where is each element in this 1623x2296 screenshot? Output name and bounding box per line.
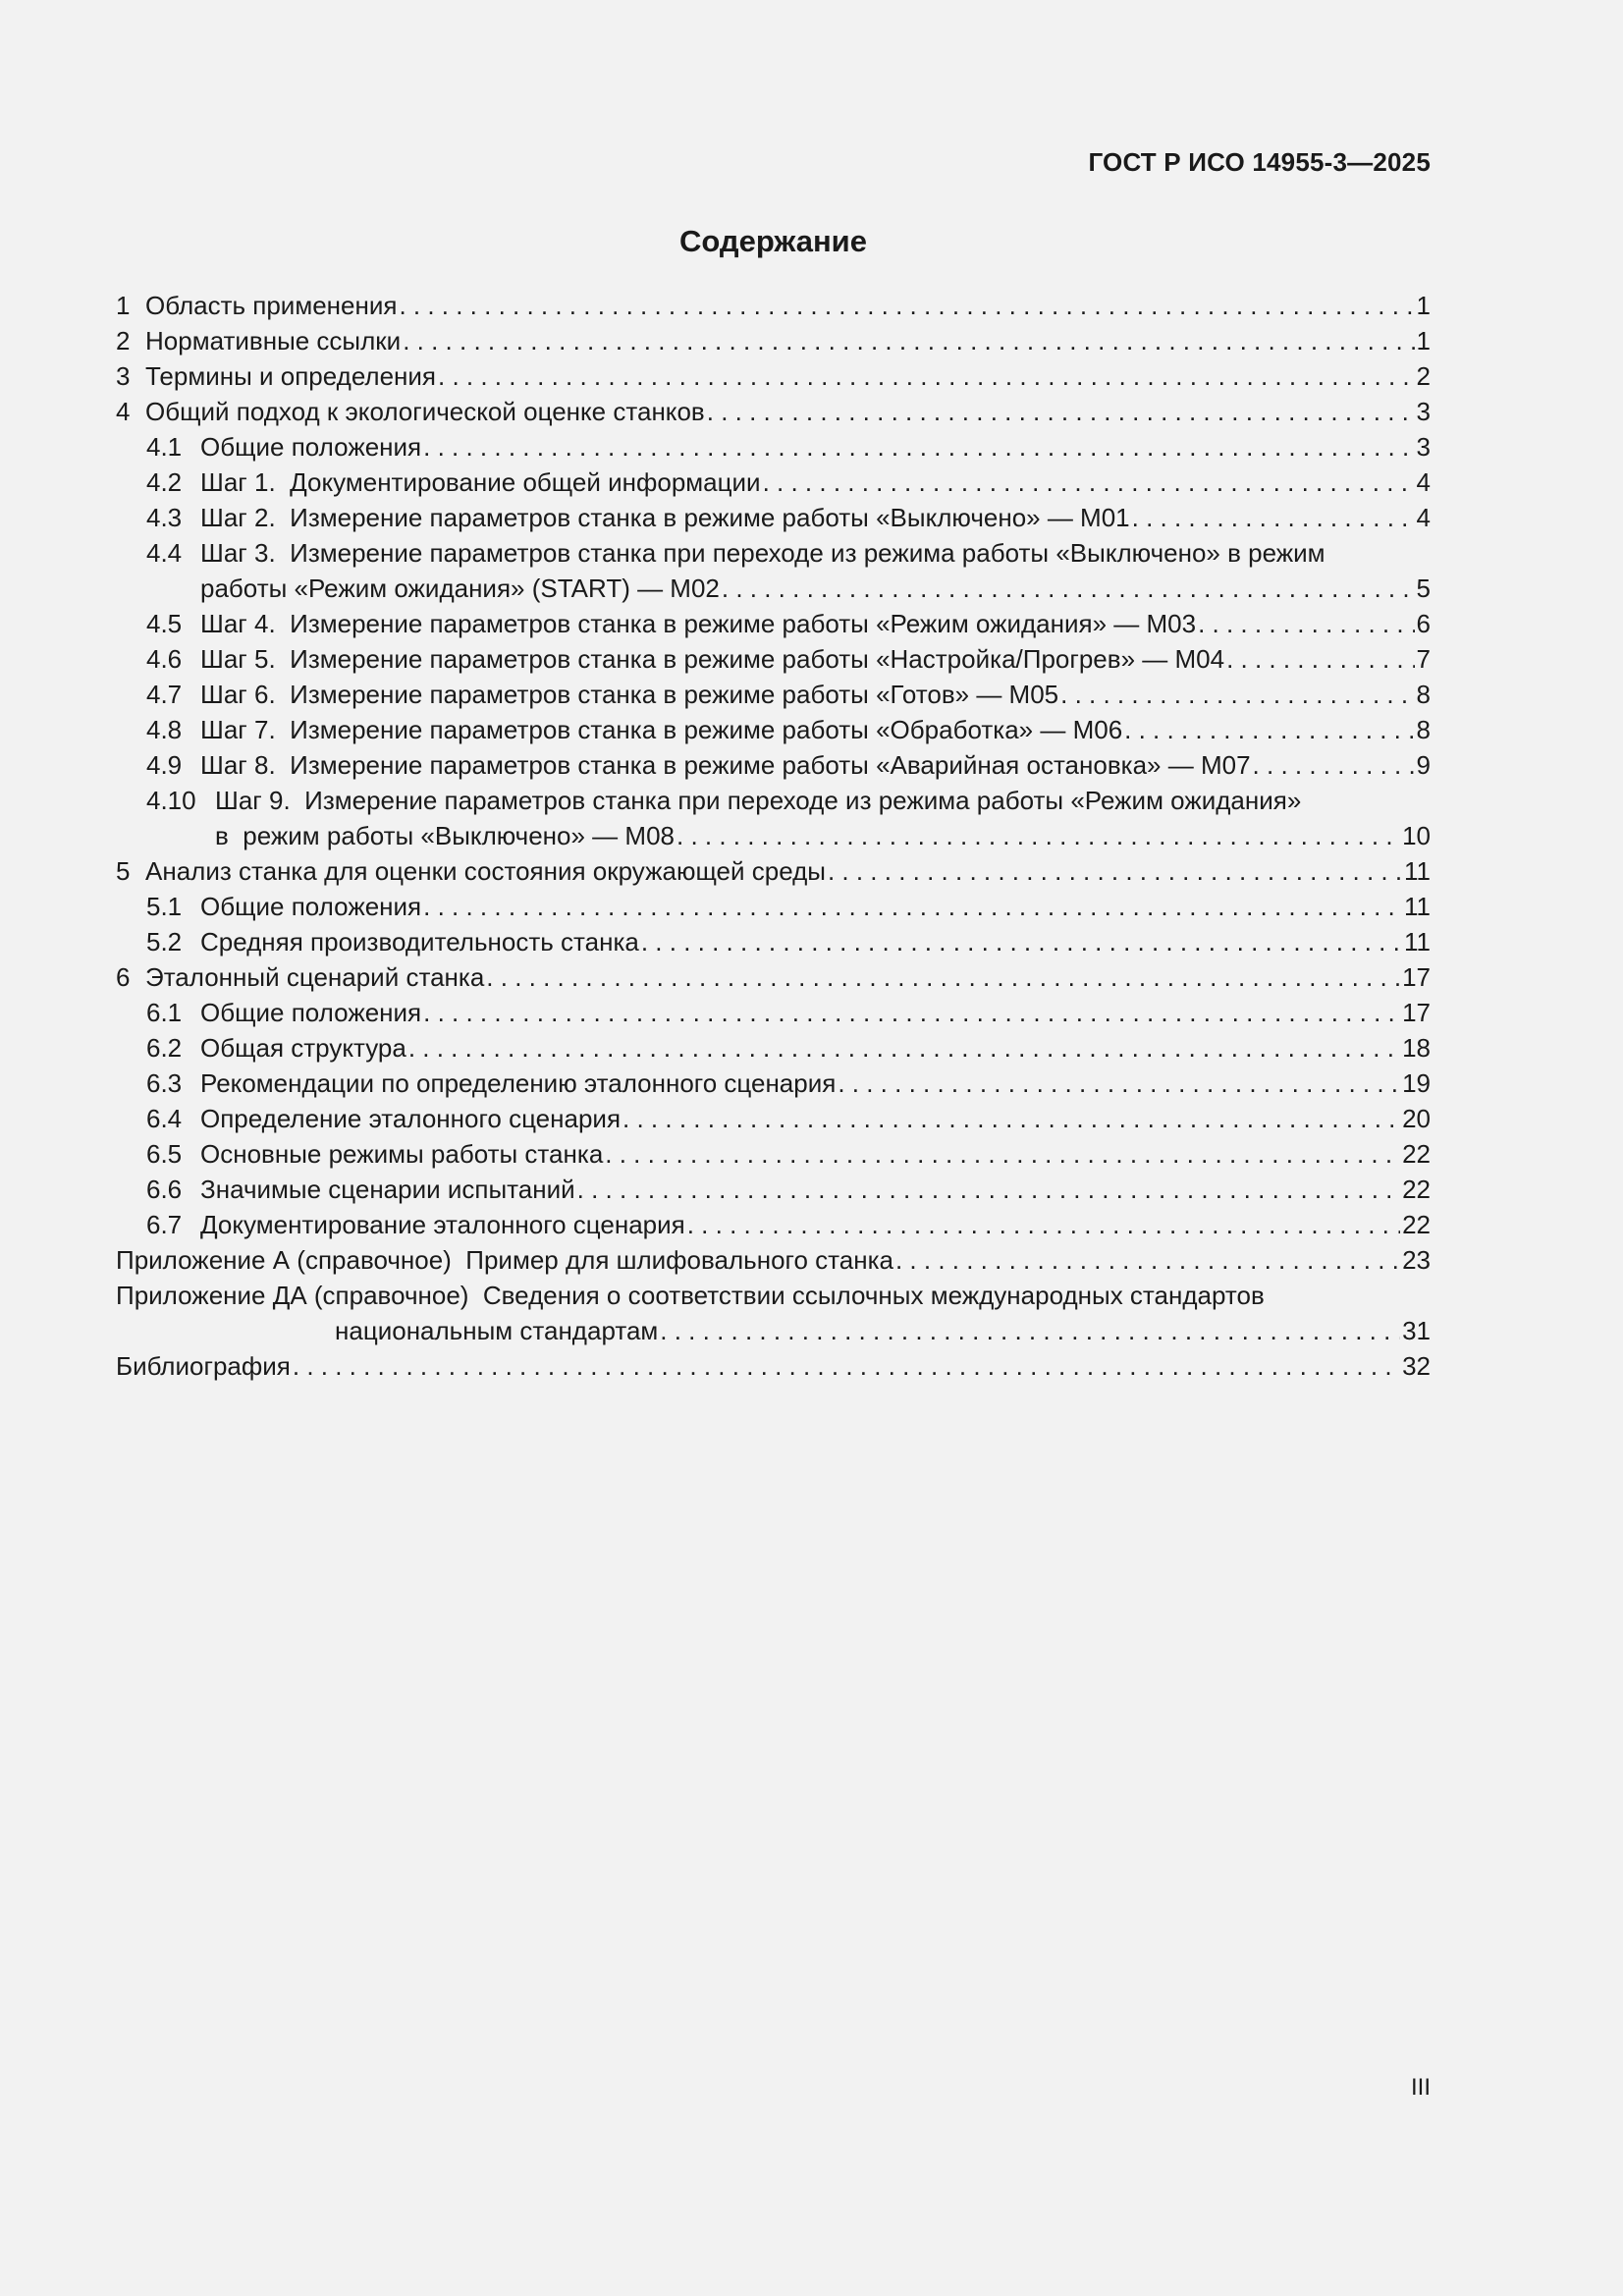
dot-leader	[676, 818, 1400, 853]
toc-entry[interactable]	[116, 747, 1431, 783]
toc-entry-number: 2	[116, 326, 131, 355]
dot-leader	[399, 288, 1414, 323]
toc-entry-text: Документирование эталонного сценария	[200, 1210, 685, 1239]
toc-entry[interactable]	[116, 606, 1431, 641]
dot-leader	[577, 1172, 1400, 1207]
toc-entry-text: Шаг 7. Измерение параметров станка в режиме работы «Обработка» — М06	[200, 715, 1123, 744]
toc-entry[interactable]	[116, 1101, 1431, 1136]
toc-entry-text: Шаг 2. Измерение параметров станка в режиме работы «Выключено» — М01	[200, 503, 1130, 532]
dot-leader	[438, 358, 1415, 394]
toc-entry[interactable]	[116, 995, 1431, 1030]
toc-entry[interactable]	[116, 358, 1431, 394]
toc-entry-text: Эталонный сценарий станка	[145, 962, 485, 992]
toc-entry-page: 17	[1402, 998, 1431, 1027]
dot-leader	[1198, 606, 1414, 641]
toc-entry-number: 4.3	[146, 503, 183, 532]
dot-leader	[423, 889, 1402, 924]
dot-leader	[1060, 677, 1414, 712]
toc-entry-text: Библиография	[116, 1351, 291, 1381]
toc-entry[interactable]	[116, 1278, 1431, 1313]
toc-entry-number: 3	[116, 361, 131, 391]
toc-entry-text: Шаг 3. Измерение параметров станка при переходе из режима работы «Выключено» в режим	[200, 538, 1325, 568]
toc-entry[interactable]	[116, 783, 1431, 818]
toc-entry-text: Нормативные ссылки	[145, 326, 402, 355]
toc-entry[interactable]	[116, 429, 1431, 465]
toc-entry-number: 5.1	[146, 892, 183, 921]
toc-entry-page: 32	[1402, 1351, 1431, 1381]
toc-entry-text: Шаг 1. Документирование общей информации	[200, 467, 761, 497]
toc-entry[interactable]	[116, 535, 1431, 571]
toc-entry-page: 11	[1404, 927, 1431, 957]
dot-leader	[605, 1136, 1400, 1172]
toc-entry-text: национальным стандартам	[335, 1316, 659, 1345]
toc-entry-text: Общая структура	[200, 1033, 406, 1063]
toc-entry-number: 4.7	[146, 680, 183, 709]
toc-entry-text: Рекомендации по определению эталонного сценария	[200, 1068, 837, 1098]
toc-entry[interactable]	[116, 1066, 1431, 1101]
toc-entry-text: Значимые сценарии испытаний	[200, 1175, 575, 1204]
toc-entry[interactable]	[116, 1030, 1431, 1066]
toc-entry-page: 1	[1416, 291, 1431, 320]
toc-entry-number: 4.9	[146, 750, 183, 780]
dot-leader	[403, 323, 1414, 358]
toc-entry-text: Определение эталонного сценария	[200, 1104, 622, 1133]
toc-entry-page: 3	[1416, 432, 1431, 462]
toc-entry-page: 22	[1402, 1175, 1431, 1204]
toc-entry-text: Общие положения	[200, 892, 422, 921]
toc-entry-number: 4.1	[146, 432, 183, 462]
document-code: ГОСТ Р ИСО 14955-3—2025	[1088, 147, 1431, 177]
toc-entry-page: 22	[1402, 1139, 1431, 1169]
toc-entry-number: 6.2	[146, 1033, 183, 1063]
toc-entry-number: 1	[116, 291, 131, 320]
toc-entry-text: Приложение А (справочное) Пример для шлифовального станка	[116, 1245, 893, 1275]
toc-entry-text: Общие положения	[200, 998, 422, 1027]
toc-entry-page: 2	[1416, 361, 1431, 391]
toc-entry-number: 4.6	[146, 644, 183, 674]
toc-entry-page: 5	[1416, 574, 1431, 603]
toc-entry-page: 19	[1402, 1068, 1431, 1098]
toc-entry-number: 6.7	[146, 1210, 183, 1239]
toc-entry[interactable]	[116, 959, 1431, 995]
toc-entry[interactable]	[116, 853, 1431, 889]
toc-entry[interactable]	[116, 1242, 1431, 1278]
dot-leader	[1132, 500, 1415, 535]
toc-entry-text: в режим работы «Выключено» — М08	[215, 821, 675, 850]
toc-entry[interactable]	[116, 288, 1431, 323]
toc-entry-continuation[interactable]	[116, 1313, 1431, 1348]
dot-leader	[486, 959, 1400, 995]
dot-leader	[423, 995, 1400, 1030]
toc-entry[interactable]	[116, 641, 1431, 677]
toc-entry-text: Шаг 9. Измерение параметров станка при переходе из режима работы «Режим ожидания»	[215, 786, 1302, 815]
toc-entry[interactable]	[116, 1207, 1431, 1242]
toc-entry[interactable]	[116, 889, 1431, 924]
toc-entry-page: 4	[1416, 467, 1431, 497]
toc-entry-page: 11	[1404, 856, 1431, 886]
toc-entry-number: 6.3	[146, 1068, 183, 1098]
toc-entry-page: 20	[1402, 1104, 1431, 1133]
toc-entry-page: 22	[1402, 1210, 1431, 1239]
dot-leader	[423, 429, 1414, 465]
toc-entry-page: 9	[1416, 750, 1431, 780]
toc-entry-number: 5	[116, 856, 131, 886]
toc-entry-number: 4	[116, 397, 131, 426]
toc-entry-text: Основные режимы работы станка	[200, 1139, 604, 1169]
toc-entry-continuation[interactable]	[116, 818, 1431, 853]
toc-entry-text: Шаг 4. Измерение параметров станка в режиме работы «Режим ожидания» — М03	[200, 609, 1197, 638]
dot-leader	[408, 1030, 1400, 1066]
toc-entry-page: 31	[1402, 1316, 1431, 1345]
toc-entry[interactable]	[116, 394, 1431, 429]
toc-entry-page: 4	[1416, 503, 1431, 532]
toc-entry[interactable]	[116, 677, 1431, 712]
toc-entry-text: Средняя производительность станка	[200, 927, 639, 957]
toc-entry-text: Приложение ДА (справочное) Сведения о соответствии ссылочных международных стандартов	[116, 1281, 1265, 1310]
toc-entry-page: 18	[1402, 1033, 1431, 1063]
toc-entry-text: Шаг 6. Измерение параметров станка в режиме работы «Готов» — М05	[200, 680, 1059, 709]
toc-entry-number: 6.1	[146, 998, 183, 1027]
dot-leader	[828, 853, 1402, 889]
toc-entry-text: Общий подход к экологической оценке станков	[145, 397, 705, 426]
toc-entry-page: 7	[1416, 644, 1431, 674]
toc-entry-text: Шаг 5. Измерение параметров станка в режиме работы «Настройка/Прогрев» — М04	[200, 644, 1225, 674]
toc-entry[interactable]	[116, 1348, 1431, 1384]
toc-entry-text: Шаг 8. Измерение параметров станка в режиме работы «Аварийная остановка» — М07	[200, 750, 1251, 780]
toc-entry[interactable]	[116, 1136, 1431, 1172]
dot-leader	[895, 1242, 1400, 1278]
toc-entry-text: Область применения	[145, 291, 398, 320]
toc-entry-page: 11	[1404, 892, 1431, 921]
toc-entry[interactable]	[116, 1172, 1431, 1207]
toc-title: Содержание	[679, 224, 867, 258]
toc-entry[interactable]	[116, 465, 1431, 500]
toc-entry-page: 8	[1416, 680, 1431, 709]
toc-entry[interactable]	[116, 323, 1431, 358]
toc-entry-number: 6	[116, 962, 131, 992]
dot-leader	[1124, 712, 1414, 747]
toc-entry-continuation[interactable]	[116, 571, 1431, 606]
dot-leader	[707, 394, 1415, 429]
dot-leader	[1226, 641, 1414, 677]
dot-leader	[722, 571, 1415, 606]
toc-entry-number: 4.8	[146, 715, 183, 744]
toc-entry-number: 6.6	[146, 1175, 183, 1204]
toc-entry-text: Общие положения	[200, 432, 422, 462]
toc-entry-number: 4.5	[146, 609, 183, 638]
dot-leader	[622, 1101, 1400, 1136]
toc-entry-page: 10	[1402, 821, 1431, 850]
toc-entry-number: 6.5	[146, 1139, 183, 1169]
toc-entry-page: 8	[1416, 715, 1431, 744]
toc-entry-text: Термины и определения	[145, 361, 437, 391]
toc-entry-number: 4.2	[146, 467, 183, 497]
toc-entry-number: 4.4	[146, 538, 183, 568]
toc-entry-text: работы «Режим ожидания» (START) — М02	[200, 574, 720, 603]
dot-leader	[641, 924, 1402, 959]
toc-entry-text: Анализ станка для оценки состояния окружающей среды	[145, 856, 826, 886]
toc-entry-page: 1	[1416, 326, 1431, 355]
dot-leader	[293, 1348, 1400, 1384]
dot-leader	[660, 1313, 1400, 1348]
table-of-contents	[116, 288, 1431, 1384]
toc-entry[interactable]	[116, 500, 1431, 535]
dot-leader	[1253, 747, 1415, 783]
toc-entry-page: 6	[1416, 609, 1431, 638]
dot-leader	[763, 465, 1415, 500]
toc-entry-page: 17	[1402, 962, 1431, 992]
page-number: III	[1410, 2074, 1431, 2101]
dot-leader	[838, 1066, 1400, 1101]
toc-entry-page: 23	[1402, 1245, 1431, 1275]
toc-entry[interactable]	[116, 924, 1431, 959]
toc-entry-number: 4.10	[146, 786, 196, 815]
toc-entry[interactable]	[116, 712, 1431, 747]
toc-entry-number: 5.2	[146, 927, 183, 957]
toc-entry-page: 3	[1416, 397, 1431, 426]
toc-entry-number: 6.4	[146, 1104, 183, 1133]
dot-leader	[687, 1207, 1400, 1242]
